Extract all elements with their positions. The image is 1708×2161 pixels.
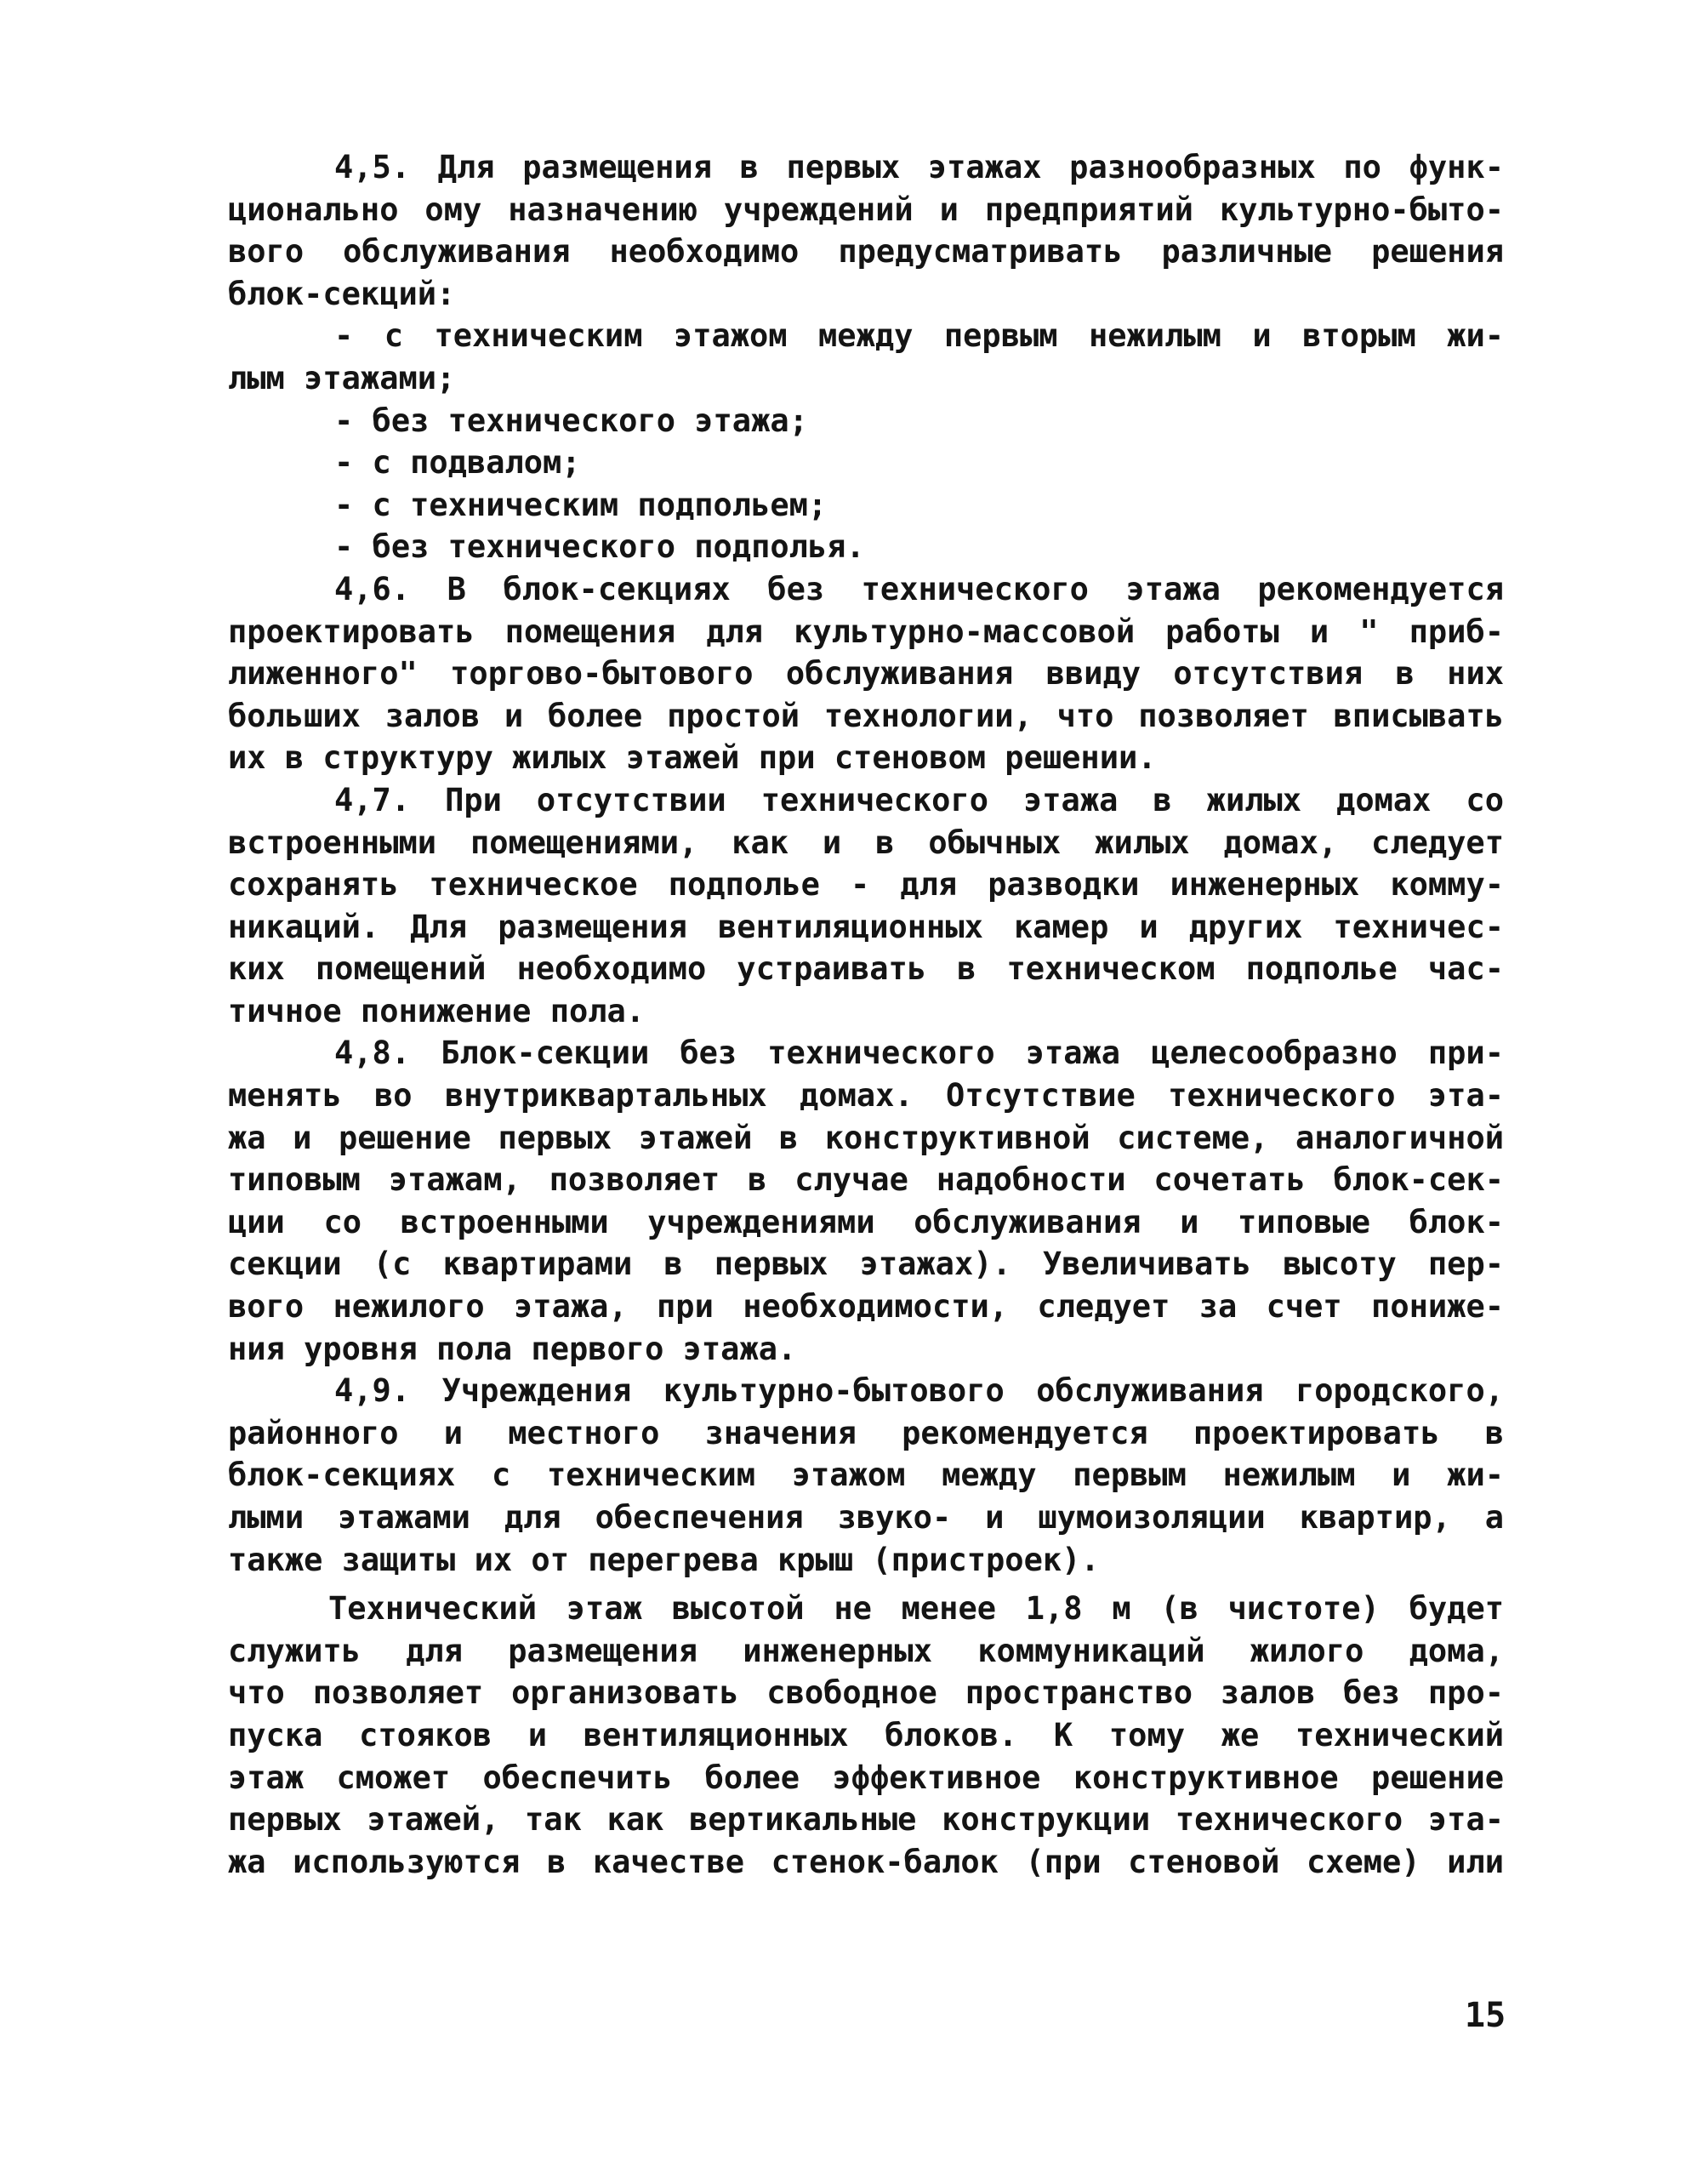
text-line: сохранять техническое подполье - для разводки инженерных комму- <box>228 866 1504 904</box>
text-line: вого нежилого этажа, при необходимости, следует за счет пониже- <box>228 1288 1504 1326</box>
text-line: пуска стояков и вентиляционных блоков. К тому же технический <box>228 1716 1504 1753</box>
text-line: районного и местного значения рекомендуется проектировать в <box>228 1414 1504 1451</box>
text-line: проектировать помещения для культурно-массовой работы и " приб- <box>228 613 1504 650</box>
text-line: - без технического подполья. <box>334 528 865 566</box>
text-line: блок-секциях с техническим этажом между первым нежилым и жи- <box>228 1457 1504 1494</box>
text-line: этаж сможет обеспечить более эффективное конструктивное решение <box>228 1759 1504 1796</box>
text-line: менять во внутриквартальных домах. Отсутствие технического эта- <box>228 1077 1504 1115</box>
text-line: Технический этаж высотой не менее 1,8 м (в чистоте) будет <box>328 1590 1504 1628</box>
text-line: вого обслуживания необходимо предусматривать различные решения <box>228 233 1504 271</box>
text-line: типовым этажам, позволяет в случае надобности сочетать блок-сек- <box>228 1161 1504 1199</box>
text-line: лиженного" торгово-бытового обслуживания ввиду отсутствия в них <box>228 655 1504 693</box>
text-line: - с подвалом; <box>334 444 581 482</box>
text-line: 4,6. В блок-секциях без технического этажа рекомендуется <box>334 570 1504 607</box>
text-line: секции (с квартирами в первых этажах). Увеличивать высоту пер- <box>228 1246 1504 1283</box>
text-line: больших залов и более простой технологии, что позволяет вписывать <box>228 697 1504 734</box>
text-line: - с техническим подпольем; <box>334 486 828 523</box>
text-line: никаций. Для размещения вентиляционных камер и других техничес- <box>228 908 1504 945</box>
body-text <box>228 146 1504 1883</box>
text-line: 4,5. Для размещения в первых этажах разнообразных по функ- <box>334 149 1504 185</box>
text-line: лым этажами; <box>228 359 456 396</box>
text-line: жа и решение первых этажей в конструктивной системе, аналогичной <box>228 1119 1504 1156</box>
text-line: ния уровня пола первого этажа. <box>228 1330 797 1367</box>
text-line: ции со встроенными учреждениями обслуживания и типовые блок- <box>228 1203 1504 1240</box>
text-line: лыми этажами для обеспечения звуко- и шумоизоляции квартир, а <box>228 1499 1504 1536</box>
text-line: 4,8. Блок-секции без технического этажа целесообразно при- <box>334 1035 1504 1072</box>
text-line: - с техническим этажом между первым нежилым и вторым жи- <box>334 317 1504 355</box>
text-line: их в структуру жилых этажей при стеновом решении. <box>228 739 1157 777</box>
text-line: служить для размещения инженерных коммуникаций жилого дома, <box>228 1632 1504 1669</box>
text-line: 4,7. При отсутствии технического этажа в жилых домах со <box>334 781 1504 818</box>
text-line: встроенными помещениями, как и в обычных жилых домах, следует <box>228 824 1504 861</box>
text-line: жа используются в качестве стенок-балок (при стеновой схеме) или <box>228 1843 1504 1880</box>
text-line: первых этажей, так как вертикальные конструкции технического эта- <box>228 1801 1504 1839</box>
text-line: ционально ому назначению учреждений и предприятий культурно-быто- <box>228 191 1504 228</box>
text-line: 4,9. Учреждения культурно-бытового обслуживания городского, <box>334 1372 1504 1410</box>
text-line: что позволяет организовать свободное пространство залов без про- <box>228 1674 1504 1712</box>
text-line: ких помещений необходимо устраивать в техническом подполье час- <box>228 950 1504 988</box>
text-line: блок-секций: <box>228 275 456 312</box>
text-line: - без технического этажа; <box>334 402 808 439</box>
text-line: тичное понижение пола. <box>228 992 646 1029</box>
page-number: 15 <box>1465 1996 1506 2035</box>
text-line: также защиты их от перегрева крыш (пристроек). <box>228 1541 1100 1578</box>
